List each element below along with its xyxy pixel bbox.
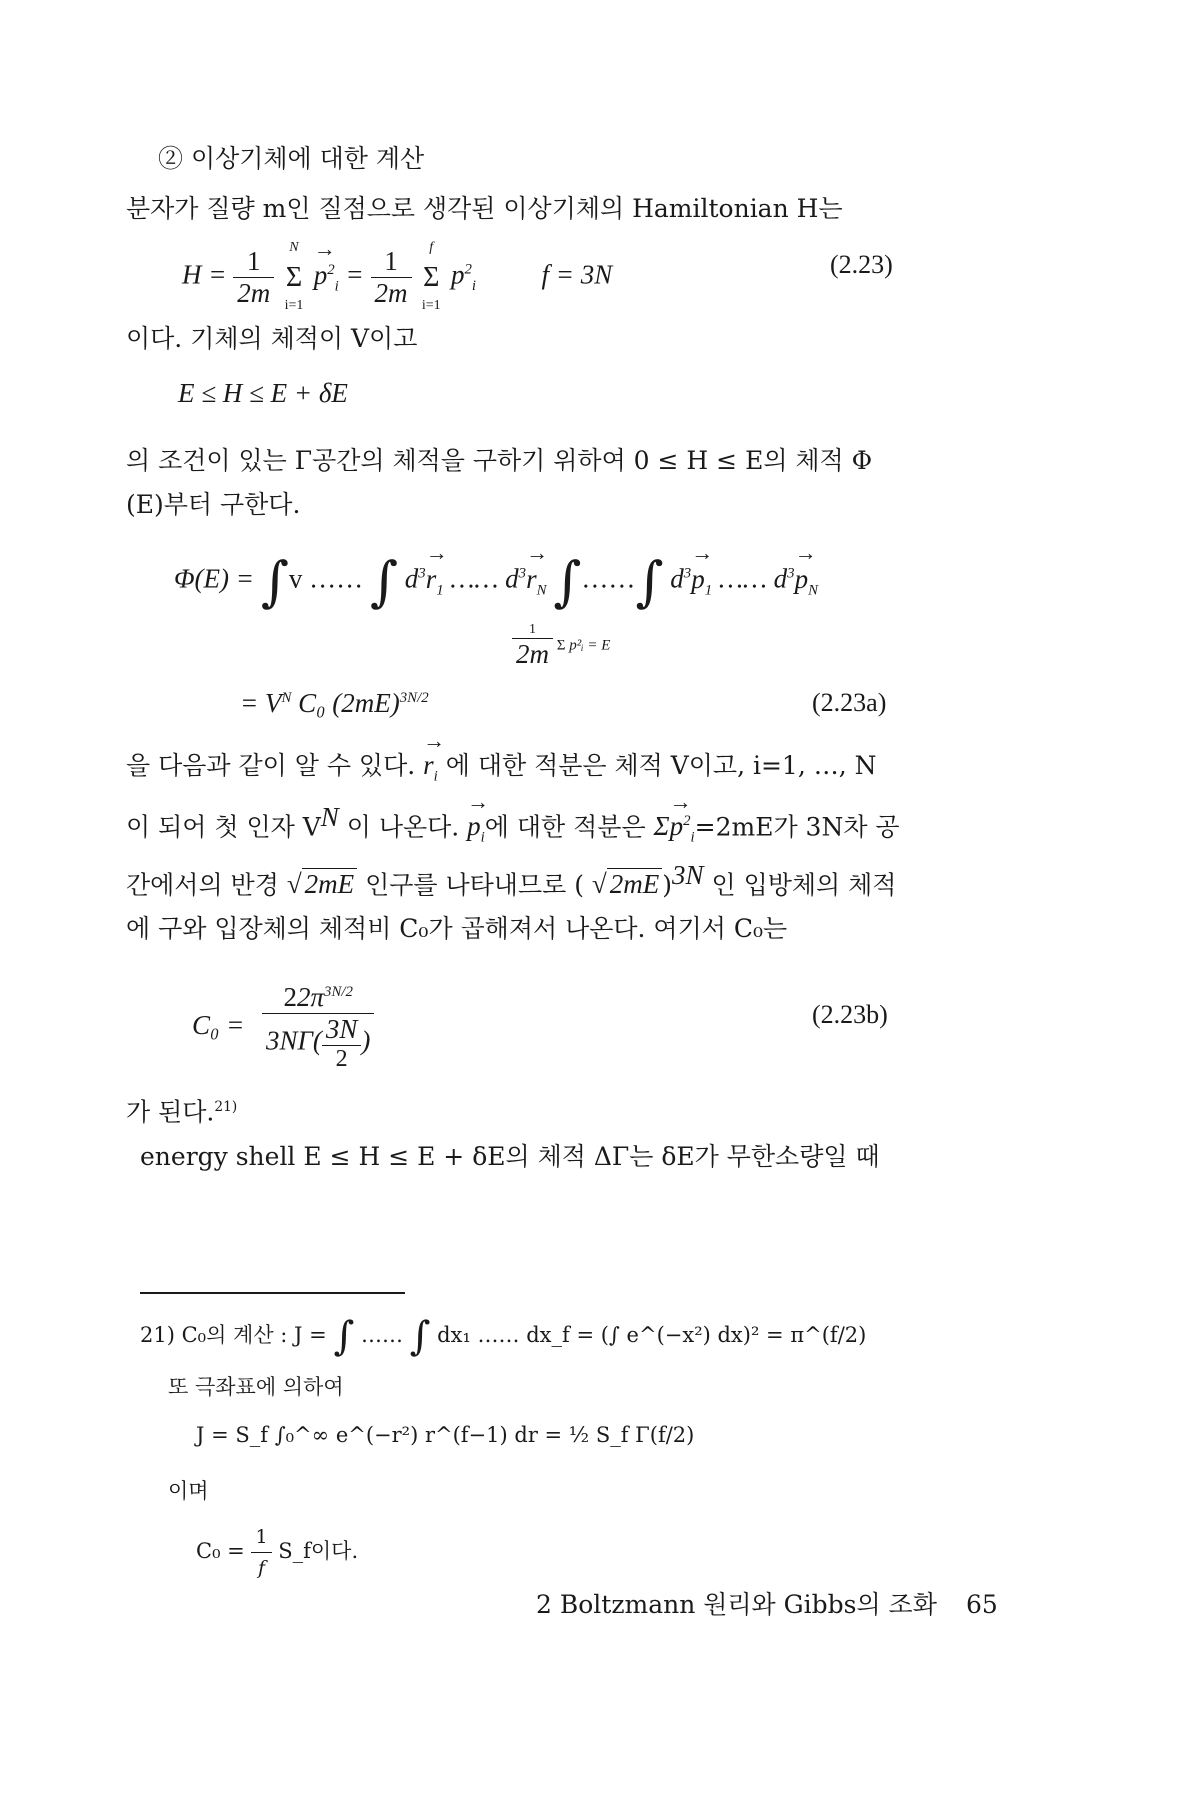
equation-number-2-23: (2.23): [830, 250, 893, 279]
paragraph-4-line-4: 에 구와 입장체의 체적비 C₀가 곱해져서 나온다. 여기서 C₀는: [126, 914, 788, 943]
footnote-label: 21): [140, 1323, 175, 1347]
equation-2-23b-lhs: C₀ =: [192, 1010, 245, 1040]
equation-number-2-23a: (2.23a): [812, 688, 887, 717]
footnote-line-2: 또 극좌표에 의하여: [168, 1375, 344, 1399]
equation-2-23a: = $V^N$ C₀ $(2mE)^{3N/2}$: [240, 688, 429, 718]
integral-sign: ∫: [369, 550, 399, 613]
integral-sign: ∫: [635, 550, 664, 613]
footnote-divider: [140, 1292, 405, 1294]
footnote-line-4: 이며: [168, 1479, 209, 1503]
footnote-ref[interactable]: 21): [214, 1099, 238, 1115]
equation-2-23: H = $\frac{1}{2m}$ Σ N i=1 → $p^2_i$ = $\frac{1}{2m}$ Σ f i=1 $p^2_i$ f = 3N: [182, 246, 612, 309]
paragraph-4-line-3: 간에서의 반경 √ 2mE 인구를 나타내므로 ( √ 2mE )$^{3N}$ 인 입방체의 체적: [126, 860, 897, 900]
equation-2-23b: $22\pi^{3N/2}$ 3NΓ( $\frac{3N}{2}$ ): [262, 982, 374, 1073]
sqrt-2mE: √ 2mE: [592, 867, 662, 901]
page-number: 65: [966, 1590, 998, 1619]
f-equals-3n: f = 3N: [541, 259, 613, 290]
section-heading: ② 이상기체에 대한 계산: [158, 144, 425, 173]
paragraph-4-line-1: 을 다음과 같이 알 수 있다. → $r_i$ 에 대한 적분은 체적 V이고, i=1, …, N: [126, 748, 876, 793]
paragraph-3-line-2: (E)부터 구한다.: [126, 490, 301, 519]
phi-constraint: $\frac{1}{2m}$ Σ p²ᵢ = E: [512, 622, 610, 670]
paragraph-3-line-1: 의 조건이 있는 Γ공간의 체적을 구하기 위하여 0 ≤ H ≤ E의 체적 Φ: [126, 446, 873, 475]
equation-phi: Φ(E) = ∫v …… ∫ $d^3\to r_1$ …… $d^3\to r_N$ ∫……∫ $d^3\to p_1$ …… $d^3\to p_N$: [174, 550, 818, 613]
equation-number-2-23b: (2.23b): [812, 1000, 888, 1029]
sqrt-2mE: √ 2mE: [287, 867, 357, 901]
footnote-line-5: C₀ = $\frac{1}{f}$ S_f이다.: [196, 1522, 358, 1583]
paragraph-4-line-2: 이 되어 첫 인자 $V^N$ 이 나온다. → $p_i$에 대한 적분은 $\Sigma\to p^2_i=2mE$가 3N차 공: [126, 800, 900, 855]
footnote-line-1: 21) C₀의 계산 : J = ∫ …… ∫ dx₁ …… dx_f = (∫ e^(−x²) dx)² = π^(f/2): [140, 1313, 867, 1360]
equation-shell: E ≤ H ≤ E + δE: [178, 378, 348, 408]
integral-sign: ∫: [260, 550, 289, 613]
running-footer-title: 2 Boltzmann 원리와 Gibbs의 조화: [536, 1590, 937, 1619]
phi-lhs: Φ(E) =: [174, 563, 254, 594]
integral-sign: ∫: [333, 1313, 355, 1360]
paragraph-6: energy shell E ≤ H ≤ E + δE의 체적 ΔΓ는 δE가 무한소량일 때: [140, 1142, 880, 1171]
integral-sign: ∫: [409, 1313, 431, 1360]
integral-sign: ∫: [553, 550, 582, 613]
paragraph-2: 이다. 기체의 체적이 V이고: [126, 324, 418, 353]
paragraph-1: 분자가 질량 m인 질점으로 생각된 이상기체의 Hamiltonian H는: [126, 194, 843, 223]
paragraph-5: 가 된다.$^{21)}$: [126, 1097, 238, 1127]
footnote-line-3: J = S_f ∫₀^∞ e^(−r²) r^(f−1) dr = ½ S_f Γ(f/2): [196, 1423, 695, 1447]
